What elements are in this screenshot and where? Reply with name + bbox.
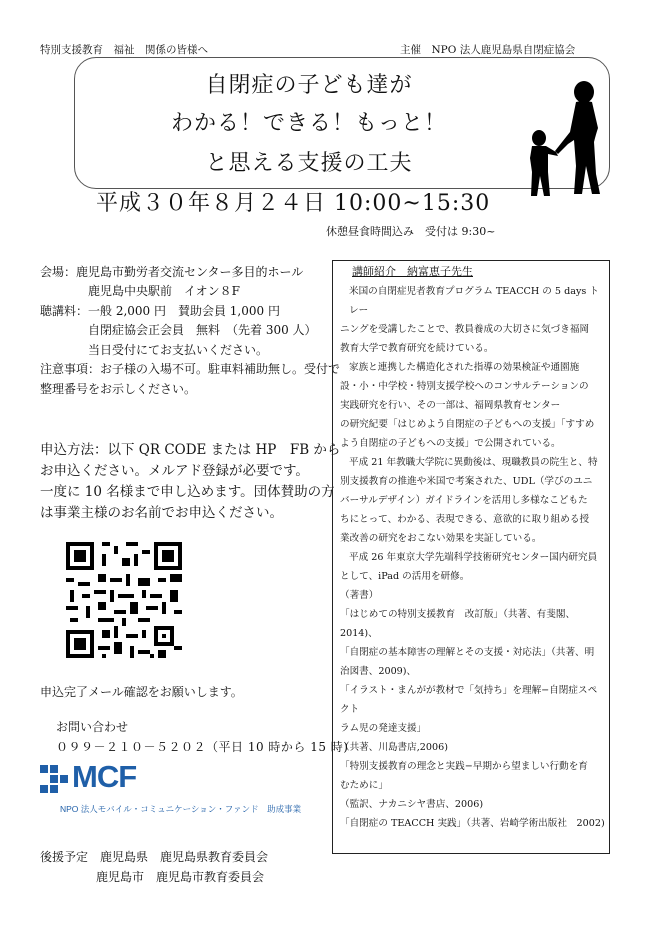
- confirm-text: 申込完了メール確認をお願いします。: [40, 685, 243, 699]
- bio-line: よう自閉症の子どもへの支援」で公開されている。: [340, 438, 561, 449]
- notes-line-2: 整理番号をお示しください。: [40, 382, 197, 396]
- bio-line: 「自閉症の TEACCH 実践」（共著、岩崎学術出版社 2002): [340, 818, 605, 829]
- mcf-caption: NPO 法人モバイル・コミュニケーション・ファンド 助成事業: [60, 804, 302, 814]
- bio-line: の研究紀要「はじめよう自閉症の子どもへの支援」「すすめ: [340, 419, 595, 430]
- bio-line: 米国の自閉症児者教育プログラム TEACCH の 5 days トレー: [349, 286, 599, 316]
- time-note: 休憩昼食時間込み 受付は 9:30~: [326, 225, 496, 238]
- fee-line-2: 自閉症協会正会員 無料 （先着 300 人）: [88, 323, 317, 337]
- apply-line-3: 一度に 10 名様まで申し込めます。団体賛助の方: [40, 484, 335, 500]
- bio-line: 業改善の研究をおこない効果を実証している。: [340, 533, 542, 544]
- contact-phone: ０９９－２１０－５２０２（平日 10 時から 15 時): [56, 740, 349, 754]
- bio-line: 別支援教育の推進や米国で考案された、UDL（学びのユニ: [340, 476, 593, 487]
- bio-line: 教育大学で教育研究を続けている。: [340, 343, 494, 354]
- bio-line: 「イラスト・まんがが教材で「気持ち」を理解−自閉症スペクト: [340, 685, 598, 715]
- bio-line: 2014)、: [340, 628, 378, 639]
- bio-line: として、iPad の活用を研修。: [340, 571, 470, 582]
- organizer-text: 主催 NPO 法人鹿児島県自閉症協会: [400, 44, 576, 56]
- bio-line: 設・小・中学校・特別支援学校へのコンサルテーションの: [340, 381, 589, 392]
- bio-line: ラム児の発達支援」: [340, 723, 427, 734]
- lecturer-heading: 講師紹介 納富恵子先生: [352, 265, 473, 278]
- event-date: 平成３０年８月２４日 10:00~15:30: [96, 191, 491, 216]
- lecturer-bio: [340, 282, 606, 833]
- apply-line-1: 申込方法：以下 QR CODE または HP FB から: [40, 442, 341, 458]
- venue-line-2: 鹿児島中央駅前 イオン８F: [88, 284, 240, 298]
- title-line-1: 自閉症の子ども達が: [205, 73, 413, 98]
- bio-line: 「特別支援教育の理念と実践−早期から望ましい行動を育: [340, 761, 588, 772]
- bio-line: 実践研究を行い、その一部は、福岡県教育センター: [340, 400, 561, 411]
- bio-line: 家族と連携した構造化された指導の効果検証や通園施: [349, 362, 580, 373]
- mcf-logo: [40, 759, 156, 797]
- bio-line: 「はじめての特別支援教育 改訂版」（共著、有斐閣、: [340, 609, 576, 620]
- fee-line-3: 当日受付にてお支払いください。: [88, 343, 269, 357]
- bio-line: ちにとって、わかる、表現できる、意欲的に取り組める授: [340, 514, 590, 525]
- mcf-mark-icon: [40, 765, 70, 795]
- fee-line-1: 聴講料：一般 2,000 円 賛助会員 1,000 円: [40, 304, 280, 318]
- bio-line: （監訳、ナカニシヤ書店、2006): [340, 799, 484, 810]
- title-line-2: わかる！できる！もっと！: [170, 111, 447, 136]
- parent-child-silhouette-icon: [518, 62, 618, 200]
- bio-line: 平成 26 年東京大学先端科学技術研究センター国内研究員: [349, 552, 598, 563]
- bio-line: 平成 21 年教職大学院に異動後は、現職教員の院生と、特: [349, 457, 598, 468]
- qr-code-icon[interactable]: [62, 538, 186, 662]
- bio-line: ニングを受講したことで、教員養成の大切さに気づき福岡: [340, 324, 590, 335]
- bio-line: 「自閉症の基本障害の理解とその支援・対応法」（共著、明: [340, 647, 595, 658]
- contact-label: お問い合わせ: [56, 720, 129, 734]
- bio-line: むために」: [340, 780, 388, 791]
- bio-line: （著書）: [340, 590, 379, 601]
- audience-text: 特別支援教育 福祉 関係の皆様へ: [40, 44, 208, 56]
- support-line-2: 鹿児島市 鹿児島市教育委員会: [96, 870, 265, 884]
- venue-line-1: 会場：鹿児島市勤労者交流センター多目的ホール: [40, 265, 304, 279]
- apply-line-2: お申込ください。メルアド登録が必要です。: [40, 463, 309, 479]
- mcf-logo-text: MCF: [72, 759, 137, 794]
- bio-line: （共著、川島書店,2006): [340, 742, 448, 753]
- notes-line-1: 注意事項：お子様の入場不可。駐車料補助無し。受付で: [40, 362, 341, 376]
- apply-line-4: は事業主様のお名前でお申込ください。: [40, 505, 283, 521]
- bio-line: 治図書、2009)、: [340, 666, 417, 677]
- support-line-1: 後援予定 鹿児島県 鹿児島県教育委員会: [40, 850, 269, 864]
- bio-line: バーサルデザイン）ガイドラインを活用し多様なこどもた: [340, 495, 588, 506]
- title-line-3: と思える支援の工夫: [205, 151, 413, 176]
